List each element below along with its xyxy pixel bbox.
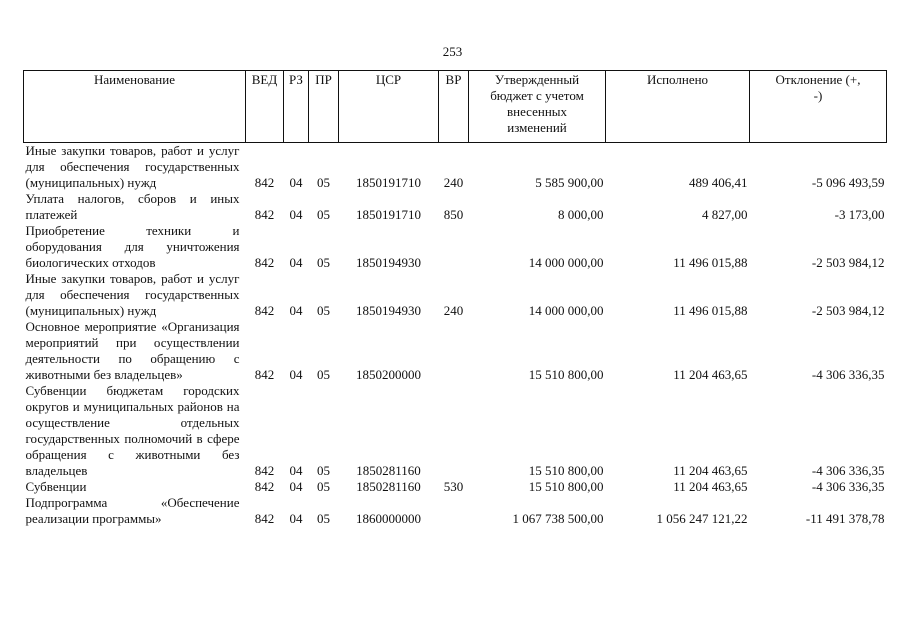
header-ved: ВЕД bbox=[246, 71, 284, 143]
row-name: Иные закупки товаров, работ и услуг для обеспечения государственных (муниципальных) нужд bbox=[25, 143, 240, 190]
table-row bbox=[24, 495, 887, 527]
row-deviation: -3 173,00 bbox=[834, 207, 885, 222]
row-vr: 240 bbox=[443, 175, 464, 190]
row-name: Уплата налогов, сборов и иных платежей bbox=[25, 191, 240, 222]
row-ved: 842 bbox=[254, 479, 275, 494]
row-csr: 1850191710 bbox=[356, 207, 421, 222]
row-csr: 1850194930 bbox=[356, 255, 421, 270]
budget-execution-table bbox=[23, 70, 887, 527]
row-name: Иные закупки товаров, работ и услуг для обеспечения государственных (муниципальных) нужд bbox=[25, 271, 240, 318]
row-rz: 04 bbox=[289, 175, 303, 190]
header-approved-budget: Утвержденный бюджет с учетом внесенных изменений bbox=[469, 71, 606, 143]
table-row bbox=[24, 271, 887, 319]
header-pr: ПР bbox=[309, 71, 339, 143]
row-ved: 842 bbox=[254, 303, 275, 318]
row-pr: 05 bbox=[317, 207, 330, 222]
row-vr: 530 bbox=[443, 479, 464, 494]
row-executed: 11 204 463,65 bbox=[673, 463, 748, 478]
row-name: Подпрограмма «Обеспечение реализации программы» bbox=[25, 495, 240, 526]
row-rz: 04 bbox=[289, 207, 303, 222]
row-pr: 05 bbox=[317, 479, 330, 494]
row-csr: 1850281160 bbox=[356, 463, 421, 478]
row-name: Субвенции bbox=[25, 479, 87, 494]
row-pr: 05 bbox=[317, 511, 330, 526]
row-rz: 04 bbox=[289, 303, 303, 318]
row-csr: 1850281160 bbox=[356, 479, 421, 494]
row-name: Основное мероприятие «Организация мероприятий при осуществлении деятельности по обращению с животными без владельцев» bbox=[25, 319, 240, 382]
row-name: Субвенции бюджетам городских округов и муниципальных районов на осуществление отдельных государственных полномочий в сфере обращения с животными без владельцев bbox=[25, 383, 240, 478]
row-pr: 05 bbox=[317, 367, 330, 382]
row-approved: 15 510 800,00 bbox=[528, 367, 604, 382]
row-executed: 4 827,00 bbox=[702, 207, 748, 222]
row-executed: 11 204 463,65 bbox=[673, 367, 748, 382]
header-vr: ВР bbox=[439, 71, 469, 143]
row-approved: 5 585 900,00 bbox=[535, 175, 604, 190]
row-pr: 05 bbox=[317, 463, 330, 478]
row-deviation: -2 503 984,12 bbox=[811, 255, 885, 270]
row-vr: 850 bbox=[443, 207, 464, 222]
row-csr: 1860000000 bbox=[356, 511, 421, 526]
row-executed: 489 406,41 bbox=[689, 175, 748, 190]
row-csr: 1850191710 bbox=[356, 175, 421, 190]
row-vr bbox=[439, 495, 469, 527]
row-ved: 842 bbox=[254, 463, 275, 478]
row-approved: 14 000 000,00 bbox=[528, 303, 604, 318]
row-rz: 04 bbox=[289, 479, 303, 494]
row-rz: 04 bbox=[289, 367, 303, 382]
header-executed: Исполнено bbox=[606, 71, 750, 143]
row-rz: 04 bbox=[289, 255, 303, 270]
row-ved: 842 bbox=[254, 367, 275, 382]
row-deviation: -4 306 336,35 bbox=[811, 367, 885, 382]
row-vr: 240 bbox=[443, 303, 464, 318]
row-name: Приобретение техники и оборудования для уничтожения биологических отходов bbox=[25, 223, 240, 270]
row-approved: 15 510 800,00 bbox=[528, 479, 604, 494]
row-deviation: -5 096 493,59 bbox=[811, 175, 885, 190]
row-deviation: -2 503 984,12 bbox=[811, 303, 885, 318]
row-approved: 1 067 738 500,00 bbox=[512, 511, 604, 526]
row-vr bbox=[439, 223, 469, 271]
page-number: 253 bbox=[442, 44, 463, 59]
row-vr bbox=[439, 319, 469, 383]
row-ved: 842 bbox=[254, 511, 275, 526]
row-ved: 842 bbox=[254, 207, 275, 222]
row-deviation: -4 306 336,35 bbox=[811, 463, 885, 478]
row-csr: 1850200000 bbox=[356, 367, 421, 382]
header-name: Наименование bbox=[24, 71, 246, 143]
row-rz: 04 bbox=[289, 463, 303, 478]
table-row bbox=[24, 143, 887, 192]
table-row bbox=[24, 191, 887, 223]
row-executed: 1 056 247 121,22 bbox=[656, 511, 748, 526]
row-ved: 842 bbox=[254, 255, 275, 270]
row-pr: 05 bbox=[317, 303, 330, 318]
row-ved: 842 bbox=[254, 175, 275, 190]
row-rz: 04 bbox=[289, 511, 303, 526]
table-row bbox=[24, 223, 887, 271]
row-executed: 11 204 463,65 bbox=[673, 479, 748, 494]
row-executed: 11 496 015,88 bbox=[673, 303, 748, 318]
table-row bbox=[24, 479, 887, 495]
row-pr: 05 bbox=[317, 255, 330, 270]
table-header-row bbox=[24, 71, 887, 143]
header-csr: ЦСР bbox=[339, 71, 439, 143]
row-approved: 15 510 800,00 bbox=[528, 463, 604, 478]
row-vr bbox=[439, 383, 469, 479]
row-deviation: -11 491 378,78 bbox=[805, 511, 885, 526]
header-rz: РЗ bbox=[284, 71, 309, 143]
row-csr: 1850194930 bbox=[356, 303, 421, 318]
row-pr: 05 bbox=[317, 175, 330, 190]
row-approved: 14 000 000,00 bbox=[528, 255, 604, 270]
row-deviation: -4 306 336,35 bbox=[811, 479, 885, 494]
row-approved: 8 000,00 bbox=[558, 207, 604, 222]
table-row bbox=[24, 383, 887, 479]
row-executed: 11 496 015,88 bbox=[673, 255, 748, 270]
header-deviation: Отклонение (+, -) bbox=[750, 71, 887, 143]
table-row bbox=[24, 319, 887, 383]
